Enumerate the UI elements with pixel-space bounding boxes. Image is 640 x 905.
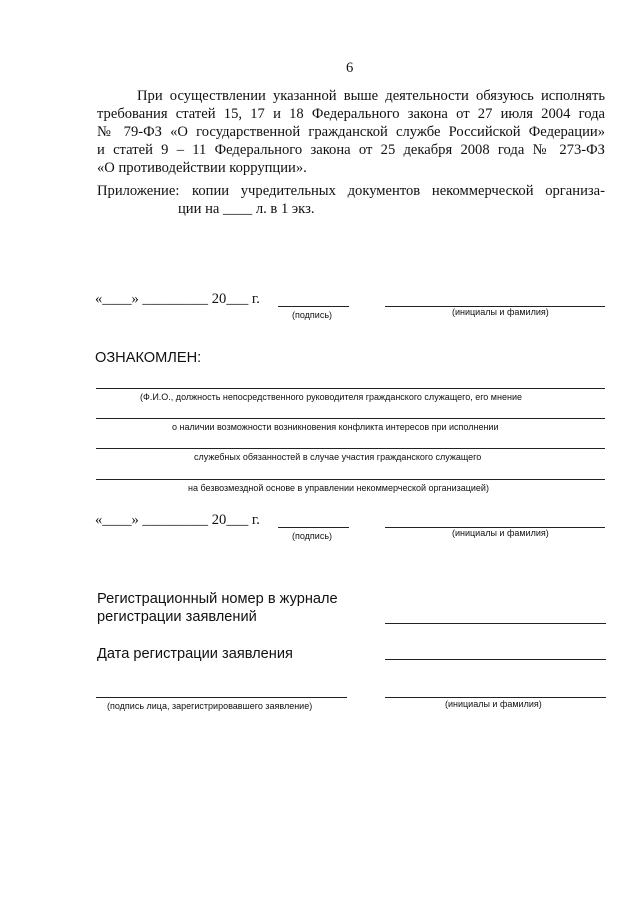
initials-caption-2: (инициалы и фамилия) bbox=[452, 528, 549, 538]
registration-number-label-2: регистрации заявлений bbox=[97, 609, 257, 625]
registrar-initials-line bbox=[385, 697, 606, 698]
attachment-line-2: ции на ____ л. в 1 экз. bbox=[178, 201, 315, 217]
paragraph-line-3: № 79-ФЗ «О государственной гражданской службе Российской Федерации» bbox=[97, 124, 605, 140]
acquainted-line-4 bbox=[96, 479, 605, 480]
acquainted-caption-1: (Ф.И.О., должность непосредственного руководителя гражданского служащего, его мнение bbox=[140, 392, 522, 402]
signature-line-2 bbox=[278, 527, 349, 528]
acquainted-line-1 bbox=[96, 388, 605, 389]
paragraph-line-2: требования статей 15, 17 и 18 Федерального закона от 27 июля 2004 года bbox=[97, 106, 605, 122]
registrar-initials-caption: (инициалы и фамилия) bbox=[445, 699, 542, 709]
initials-caption-1: (инициалы и фамилия) bbox=[452, 307, 549, 317]
page-number: 6 bbox=[346, 60, 354, 76]
date-field-2: «____» _________ 20___ г. bbox=[95, 512, 260, 528]
paragraph-line-5: «О противодействии коррупции». bbox=[97, 160, 307, 176]
signature-line-1 bbox=[278, 306, 349, 307]
registrar-signature-line bbox=[96, 697, 347, 698]
attachment-label: Приложение: bbox=[97, 183, 180, 199]
attachment-line-1: копии учредительных документов некоммерческой организа- bbox=[192, 183, 605, 199]
acquainted-caption-4: на безвозмездной основе в управлении некоммерческой организацией) bbox=[188, 483, 489, 493]
registration-number-line bbox=[385, 623, 606, 624]
registration-date-label: Дата регистрации заявления bbox=[97, 646, 293, 662]
registration-date-line bbox=[385, 659, 606, 660]
signature-caption-2: (подпись) bbox=[292, 531, 333, 541]
acquainted-caption-3: служебных обязанностей в случае участия гражданского служащего bbox=[194, 452, 482, 462]
acquainted-line-2 bbox=[96, 418, 605, 419]
acquainted-heading: ОЗНАКОМЛЕН: bbox=[95, 350, 202, 366]
paragraph-line-1: При осуществлении указанной выше деятельности обязуюсь исполнять bbox=[137, 88, 605, 104]
date-field-1: «____» _________ 20___ г. bbox=[95, 291, 260, 307]
paragraph-line-4: и статей 9 – 11 Федерального закона от 25 декабря 2008 года № 273-ФЗ bbox=[97, 142, 605, 158]
acquainted-line-3 bbox=[96, 448, 605, 449]
registration-number-label-1: Регистрационный номер в журнале bbox=[97, 591, 338, 607]
acquainted-caption-2: о наличии возможности возникновения конфликта интересов при исполнении bbox=[172, 422, 499, 432]
signature-caption-1: (подпись) bbox=[292, 310, 333, 320]
registrar-caption: (подпись лица, зарегистрировавшего заявление) bbox=[107, 701, 313, 711]
